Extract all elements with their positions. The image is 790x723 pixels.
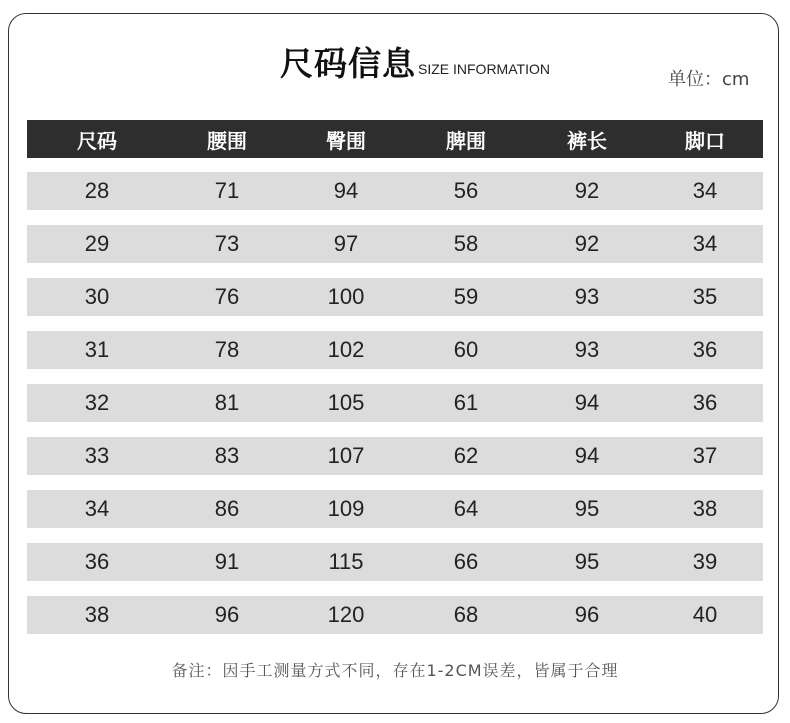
cell-hem: 37 bbox=[692, 443, 718, 468]
header-thigh: 脾围 bbox=[446, 128, 486, 153]
cell-length: 92 bbox=[574, 178, 600, 203]
table-row bbox=[27, 490, 763, 528]
cell-length: 94 bbox=[574, 390, 600, 415]
cell-hip: 94 bbox=[333, 178, 359, 203]
cell-waist: 81 bbox=[214, 390, 240, 415]
cell-thigh: 66 bbox=[453, 549, 479, 574]
cell-hem: 39 bbox=[692, 549, 718, 574]
cell-hem: 36 bbox=[692, 337, 718, 362]
table-body bbox=[27, 172, 763, 634]
page-title: 尺码信息 bbox=[280, 44, 416, 83]
cell-hip: 107 bbox=[327, 443, 365, 468]
cell-hem: 35 bbox=[692, 284, 718, 309]
size-table bbox=[27, 120, 763, 649]
table-header-row bbox=[27, 120, 763, 158]
cell-length: 95 bbox=[574, 496, 600, 521]
cell-hip: 120 bbox=[327, 602, 365, 627]
cell-length: 93 bbox=[574, 284, 600, 309]
cell-size: 34 bbox=[84, 496, 110, 521]
cell-waist: 86 bbox=[214, 496, 240, 521]
table-row bbox=[27, 543, 763, 581]
title-block bbox=[280, 40, 550, 84]
cell-length: 95 bbox=[574, 549, 600, 574]
header-length: 裤长 bbox=[567, 128, 607, 153]
cell-size: 31 bbox=[84, 337, 110, 362]
cell-waist: 83 bbox=[214, 443, 240, 468]
footnote: 备注：因手工测量方式不同，存在1-2CM误差，皆属于合理 bbox=[171, 661, 619, 680]
cell-waist: 78 bbox=[214, 337, 240, 362]
cell-thigh: 61 bbox=[453, 390, 479, 415]
page-subtitle: SIZE INFORMATION bbox=[418, 61, 550, 77]
cell-hip: 102 bbox=[327, 337, 365, 362]
cell-hem: 38 bbox=[692, 496, 718, 521]
header-waist: 腰围 bbox=[207, 128, 247, 153]
cell-length: 92 bbox=[574, 231, 600, 256]
table-row bbox=[27, 384, 763, 422]
header-hip: 臀围 bbox=[326, 128, 366, 153]
cell-thigh: 64 bbox=[453, 496, 479, 521]
cell-length: 94 bbox=[574, 443, 600, 468]
cell-hip: 109 bbox=[327, 496, 365, 521]
cell-size: 32 bbox=[84, 390, 110, 415]
cell-waist: 96 bbox=[214, 602, 240, 627]
cell-waist: 91 bbox=[214, 549, 240, 574]
cell-thigh: 62 bbox=[453, 443, 479, 468]
cell-hem: 36 bbox=[692, 390, 718, 415]
cell-size: 28 bbox=[84, 178, 110, 203]
table-row bbox=[27, 225, 763, 263]
unit-label: 单位：cm bbox=[668, 69, 750, 90]
cell-thigh: 58 bbox=[453, 231, 479, 256]
table-row bbox=[27, 278, 763, 316]
cell-thigh: 68 bbox=[453, 602, 479, 627]
cell-length: 93 bbox=[574, 337, 600, 362]
cell-size: 33 bbox=[84, 443, 110, 468]
cell-length: 96 bbox=[574, 602, 600, 627]
cell-size: 29 bbox=[84, 231, 110, 256]
cell-thigh: 56 bbox=[453, 178, 479, 203]
cell-size: 38 bbox=[84, 602, 110, 627]
cell-hip: 115 bbox=[328, 549, 364, 574]
cell-waist: 76 bbox=[214, 284, 240, 309]
table-row bbox=[27, 331, 763, 369]
cell-thigh: 60 bbox=[453, 337, 479, 362]
cell-waist: 71 bbox=[214, 178, 240, 203]
cell-hem: 34 bbox=[692, 231, 718, 256]
header-size: 尺码 bbox=[77, 128, 117, 153]
cell-waist: 73 bbox=[214, 231, 240, 256]
table-row bbox=[27, 437, 763, 475]
cell-hip: 97 bbox=[333, 231, 359, 256]
cell-hip: 100 bbox=[327, 284, 365, 309]
table-row bbox=[27, 596, 763, 634]
cell-hip: 105 bbox=[327, 390, 365, 415]
cell-size: 30 bbox=[84, 284, 110, 309]
table-row bbox=[27, 172, 763, 210]
cell-hem: 40 bbox=[692, 602, 718, 627]
cell-hem: 34 bbox=[692, 178, 718, 203]
cell-size: 36 bbox=[84, 549, 110, 574]
header-hem: 脚口 bbox=[685, 128, 725, 153]
cell-thigh: 59 bbox=[453, 284, 479, 309]
